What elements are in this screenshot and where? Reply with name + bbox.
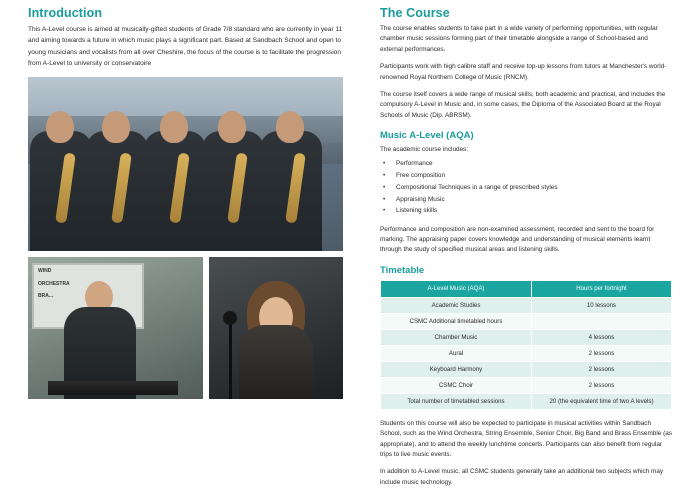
noticeboard-label-2: ORCHESTRA [38, 280, 70, 287]
music-alevel-heading: Music A-Level (AQA) [380, 130, 474, 141]
table-cell-activity: CSMC Choir [381, 377, 532, 393]
table-column-header-hours: Hours per fortnight [531, 280, 671, 297]
table-row [381, 345, 672, 361]
table-cell-activity: Keyboard Harmony [381, 361, 532, 377]
table-row [381, 361, 672, 377]
list-item: • Listening skills [380, 206, 672, 216]
course-heading: The Course [380, 6, 450, 20]
table-row [381, 329, 672, 345]
table-header-row [381, 280, 672, 297]
course-paragraph-1: The course enables students to take part in a wide variety of performing opportunities, with regular chamber music sessions forming part of their timetable alongside a range of School-based and external performances. [380, 25, 658, 53]
course-paragraph-3: The course itself covers a wide range of musical skills, both academic and practical, and includes the compulsory A-Level in Music and, in some cases, the Diploma of the Associated Board at the Royal Schools of Music (Dip. ABRSM). [380, 90, 666, 119]
saxophone-section-photo [28, 77, 343, 251]
table-row [381, 313, 672, 329]
photo-player-figure [260, 131, 322, 251]
table-cell-hours: 2 lessons [531, 361, 671, 377]
table-cell-hours: 2 lessons [531, 345, 671, 361]
table-cell-hours: 20 (the equivalent time of two A levels) [531, 393, 671, 409]
table-row [381, 377, 672, 393]
photo-singer-body [239, 325, 313, 399]
photo-microphone-head [223, 311, 237, 325]
footer-paragraph-2: In addition to A-Level music, all CSMC students generally take an additional two subjects which may include music technology. [380, 468, 664, 486]
vocalist-performance-photo [209, 257, 343, 399]
list-item: • Performance [380, 159, 672, 169]
photo-microphone-stand [229, 321, 232, 399]
music-alevel-intro: The academic course includes: [380, 146, 469, 153]
timetable-heading: Timetable [380, 264, 425, 276]
table-cell-hours: 10 lessons [531, 297, 671, 313]
table-cell-activity: Aural [381, 345, 532, 361]
table-cell-hours: 4 lessons [531, 329, 671, 345]
introduction-heading: Introduction [28, 6, 103, 20]
assessment-paragraph: Performance and composition are non-examined assessment, recorded and sent to the board for marking. The appraising paper covers knowledge and understanding of musical elements learnt through the study of specified musical areas and listening skills. [380, 225, 655, 254]
left-column [28, 0, 343, 399]
table-cell-hours [531, 313, 671, 329]
course-paragraph-2: Participants work with high calibre staff and receive top-up lessons from tutors at Manchester's world-renowned Royal Northern College of Music (RNCM). [380, 63, 667, 81]
wind-orchestra-rehearsal-photo [28, 257, 203, 399]
table-row-total [381, 393, 672, 409]
photo-keyboard-instrument [48, 381, 178, 395]
table-cell-activity: Academic Studies [381, 297, 532, 313]
noticeboard-label-1: WIND [38, 268, 52, 275]
table-cell-hours: 2 lessons [531, 377, 671, 393]
footer-paragraph-1: Students on this course will also be expected to participate in musical activities within Sandbach School, such as the Wind Orchestra, String Ensemble, Senior Choir, Big Band and Brass Ensemble (as appropriate), and to attend the weekly lunchtime concerts. Participants can also benefit from regular trips to live music events. [380, 419, 672, 458]
table-column-header-activity: A-Level Music (AQA) [381, 280, 532, 297]
table-row [381, 297, 672, 313]
photo-player-figure [86, 131, 148, 251]
photo-player-figure [144, 131, 206, 251]
right-column [380, 0, 672, 495]
table-cell-activity: CSMC Additional timetabled hours [381, 313, 532, 329]
noticeboard-label-3: BRA... [38, 293, 53, 300]
photo-row [28, 257, 343, 399]
music-alevel-bullet-list [380, 159, 672, 216]
introduction-paragraph: This A-Level course is aimed at musically-gifted students of Grade 7/8 standard who are currently in year 11 and aiming towards a future in which music plays a significant part. Based at Sandbach School and open to young musicians and vocalists from all over Cheshire, the focus of the course is to facilitate the progression from A-Level to university or conservatoire [28, 26, 343, 67]
photo-player-figure [30, 131, 92, 251]
timetable [380, 280, 672, 410]
list-item: • Free composition [380, 171, 672, 181]
photo-player-figure [202, 131, 264, 251]
list-item: • Appraising Music [380, 195, 672, 205]
list-item: • Compositional Techniques in a range of prescribed styles [380, 183, 672, 193]
table-cell-activity: Total number of timetabled sessions [381, 393, 532, 409]
table-cell-activity: Chamber Music [381, 329, 532, 345]
